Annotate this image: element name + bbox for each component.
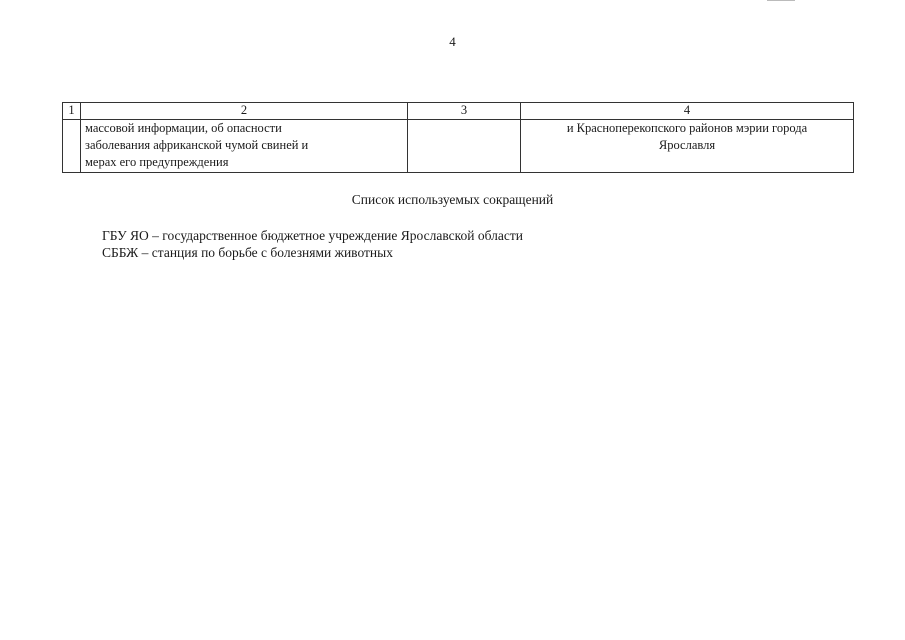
table-row xyxy=(63,120,854,173)
abbreviation-item: СББЖ – станция по борьбе с болезнями животных xyxy=(102,245,393,260)
cell-line: Ярославля xyxy=(658,138,716,152)
table-cell-col4 xyxy=(521,120,854,173)
scan-artifact xyxy=(767,0,795,1)
page-number: 4 xyxy=(449,34,456,49)
cell-line: мерах его предупреждения xyxy=(85,155,229,169)
column-number-4: 4 xyxy=(521,103,854,120)
table-cell-col2 xyxy=(81,120,408,173)
cell-line: заболевания африканской чумой свиней и xyxy=(85,138,309,152)
abbreviations-list xyxy=(102,227,523,261)
abbreviation-item: ГБУ ЯО – государственное бюджетное учреждение Ярославской области xyxy=(102,228,523,243)
column-number-2: 2 xyxy=(81,103,408,120)
abbreviations-title: Список используемых сокращений xyxy=(351,192,554,207)
cell-line: и Красноперекопского районов мэрии города xyxy=(566,121,808,135)
table-cell-col3 xyxy=(408,120,521,173)
column-number-1: 1 xyxy=(63,103,81,120)
cell-line: массовой информации, об опасности xyxy=(85,121,282,135)
table-header-row xyxy=(63,103,854,120)
column-number-3: 3 xyxy=(408,103,521,120)
table-cell-col1 xyxy=(63,120,81,173)
measures-table xyxy=(62,102,854,173)
